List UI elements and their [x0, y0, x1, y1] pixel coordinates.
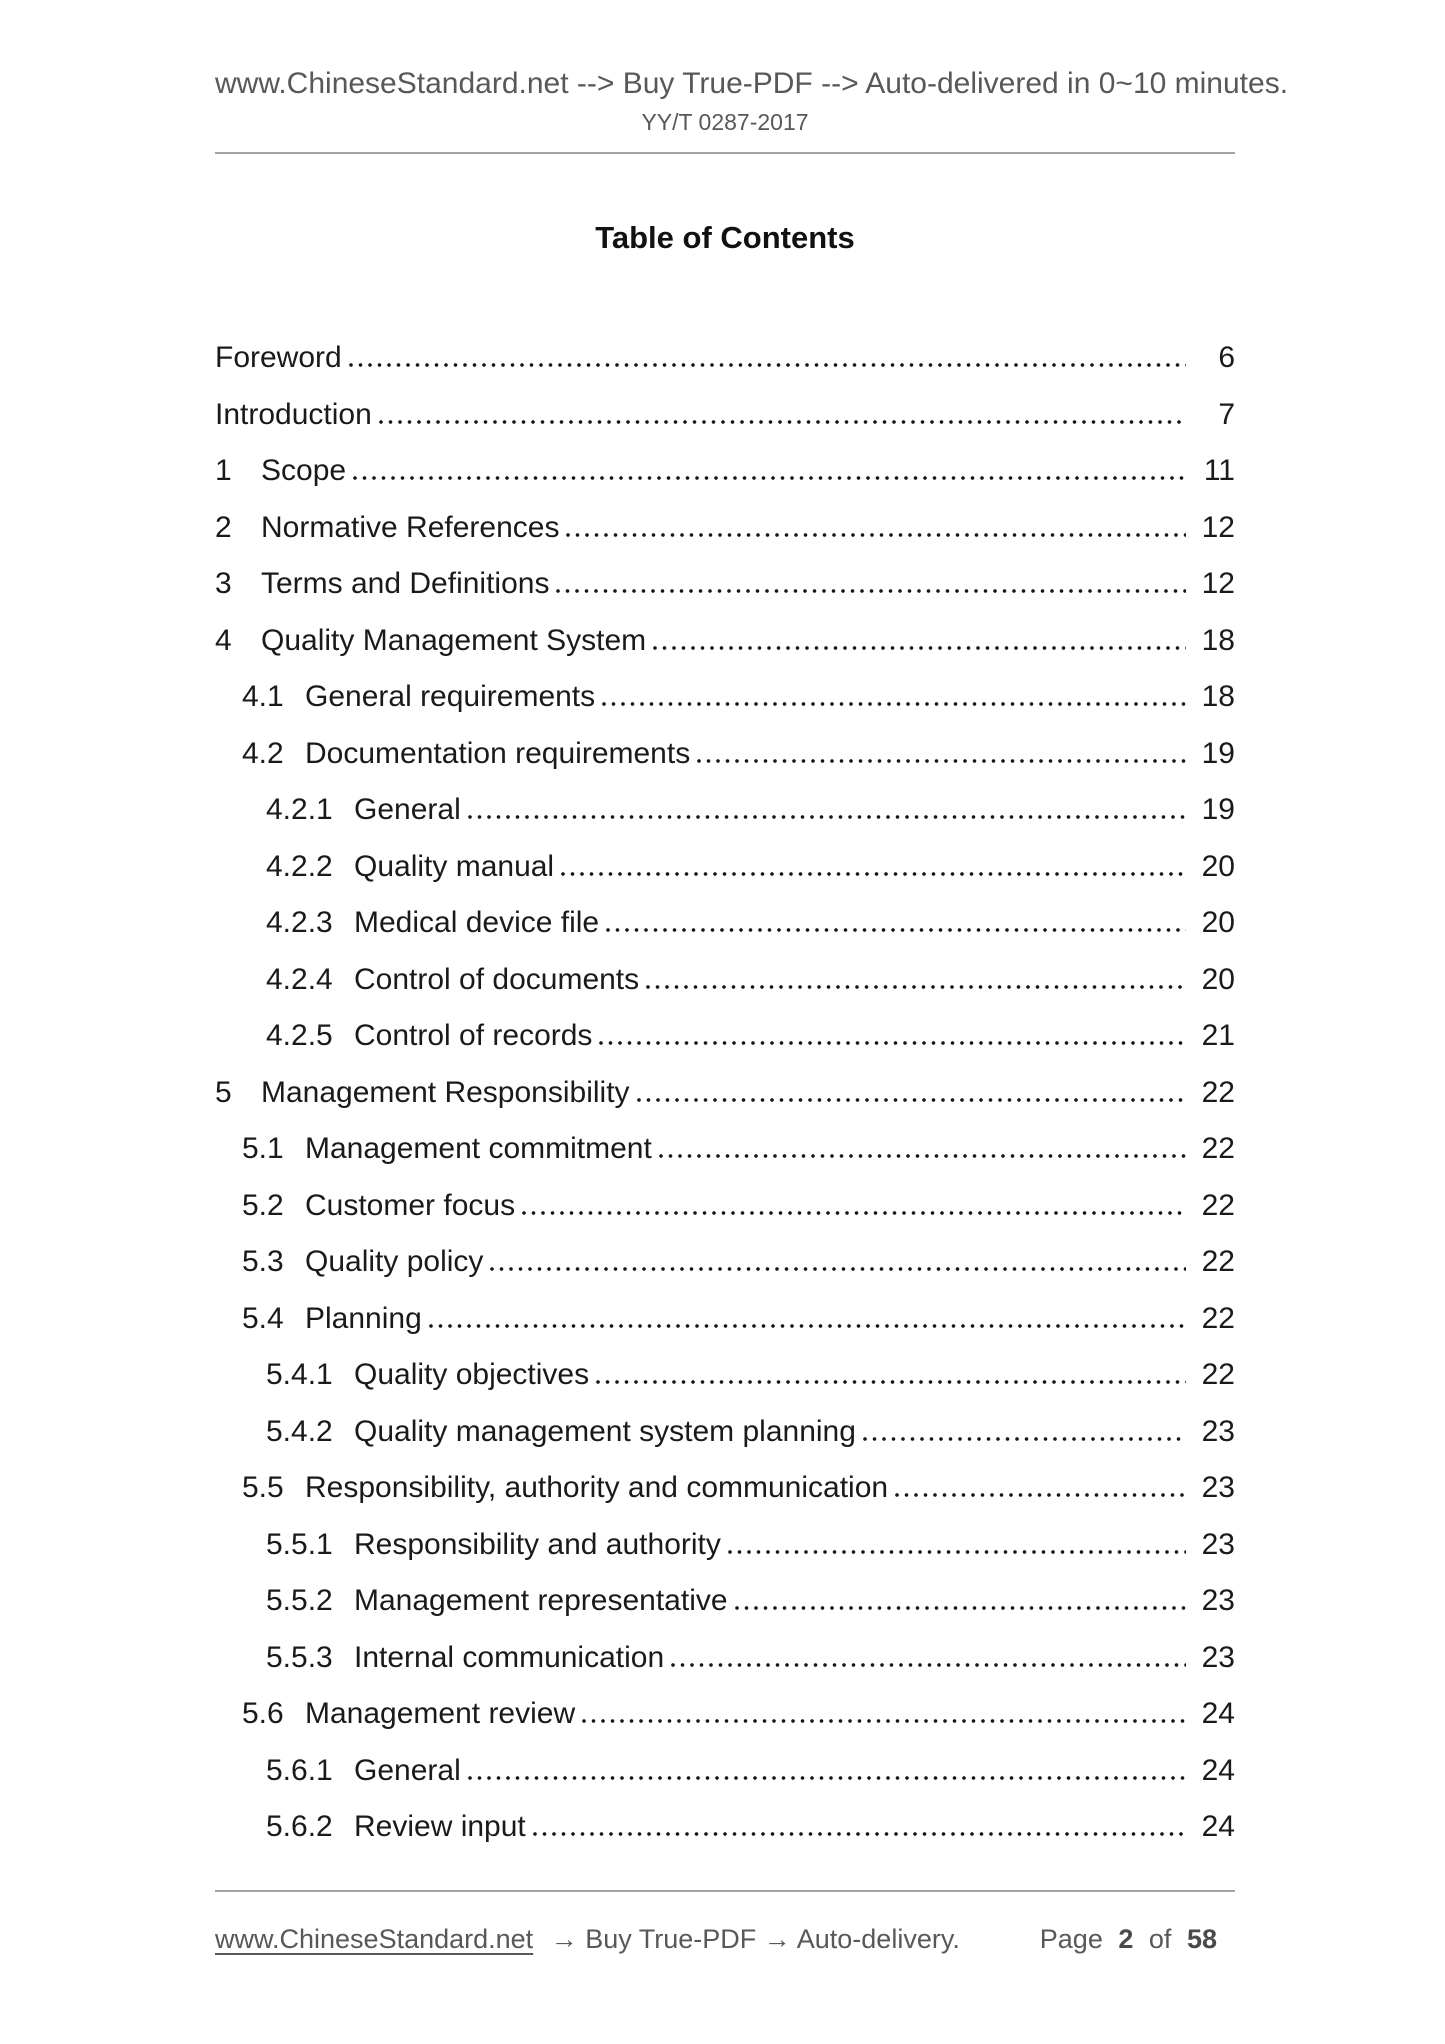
toc-entry-number: 5.3 — [242, 1245, 284, 1278]
toc-entry-label: Planning — [305, 1301, 422, 1335]
toc-dot-leader — [653, 646, 1186, 650]
toc-entry-number: 4.2.1 — [266, 793, 333, 826]
toc-entry[interactable] — [215, 443, 1235, 500]
toc-dot-leader — [599, 1041, 1186, 1045]
toc-list — [215, 330, 1235, 1856]
toc-entry[interactable] — [215, 330, 1235, 387]
toc-entry[interactable] — [215, 1743, 1235, 1800]
toc-entry-label: Medical device file — [354, 906, 600, 939]
toc-entry-number: 5.5.3 — [266, 1640, 333, 1674]
toc-entry-number: 5.5.2 — [266, 1584, 333, 1617]
toc-entry-number: 5.6 — [242, 1697, 284, 1730]
footer-of-label: of — [1148, 1923, 1172, 1954]
toc-entry-label: Documentation requirements — [305, 736, 691, 770]
toc-entry-page: 20 — [1201, 962, 1235, 996]
header-site-line: www.ChineseStandard.net --> Buy True-PDF --> Auto-delivered in 0~10 minutes. — [215, 67, 1289, 100]
toc-dot-leader — [533, 1832, 1186, 1836]
toc-entry-page: 24 — [1201, 1697, 1235, 1730]
toc-entry[interactable] — [215, 1065, 1235, 1122]
toc-entry-page: 19 — [1201, 793, 1235, 826]
toc-entry[interactable] — [215, 1630, 1235, 1687]
page-footer — [215, 1922, 1235, 1956]
toc-entry-label: Control of records — [354, 1019, 593, 1052]
footer-tagline: → Buy True-PDF → Auto-delivery. — [550, 1923, 960, 1954]
toc-dot-leader — [468, 1776, 1186, 1780]
toc-entry-page: 24 — [1201, 1810, 1235, 1843]
toc-entry-page: 22 — [1201, 1301, 1235, 1335]
toc-entry-number: 5 — [215, 1075, 232, 1109]
toc-entry[interactable] — [215, 1178, 1235, 1235]
toc-dot-leader — [659, 1154, 1186, 1158]
page-header — [215, 0, 1289, 154]
toc-entry-label: Scope — [261, 454, 347, 487]
toc-entry[interactable] — [215, 1234, 1235, 1291]
toc-dot-leader — [561, 872, 1186, 876]
toc-dot-leader — [429, 1324, 1186, 1328]
toc-entry[interactable] — [215, 1291, 1235, 1348]
toc-entry-number: 3 — [215, 567, 232, 600]
toc-entry-number: 4.2.5 — [266, 1019, 333, 1052]
toc-entry-page: 22 — [1201, 1075, 1235, 1109]
toc-dot-leader — [602, 702, 1186, 706]
toc-entry[interactable] — [215, 556, 1235, 613]
toc-dot-leader — [863, 1437, 1186, 1441]
footer-site-link[interactable]: www.ChineseStandard.net — [215, 1923, 534, 1954]
toc-entry-number: 5.5.1 — [266, 1527, 333, 1561]
toc-entry[interactable] — [215, 613, 1235, 670]
toc-dot-leader — [522, 1211, 1186, 1215]
footer-page-label: Page — [1039, 1923, 1103, 1954]
toc-entry-page: 23 — [1201, 1471, 1235, 1504]
toc-entry-label: Management representative — [354, 1584, 728, 1617]
footer-page-current: 2 — [1118, 1923, 1134, 1954]
toc-entry-number: 4 — [215, 623, 232, 657]
toc-dot-leader — [353, 476, 1186, 480]
toc-dot-leader — [349, 363, 1186, 367]
toc-entry[interactable] — [215, 387, 1235, 444]
toc-entry-label: General requirements — [305, 680, 596, 713]
toc-entry-number: 2 — [215, 510, 232, 544]
toc-dot-leader — [697, 759, 1186, 763]
page-content — [215, 0, 1289, 1956]
toc-entry[interactable] — [215, 895, 1235, 952]
toc-entry-label: Foreword — [215, 341, 342, 374]
toc-entry-page: 22 — [1201, 1358, 1235, 1391]
toc-entry-label: Quality Management System — [261, 623, 647, 657]
toc-entry-label: Normative References — [261, 510, 560, 544]
toc-entry-label: Quality manual — [354, 849, 555, 883]
toc-entry-page: 22 — [1201, 1188, 1235, 1222]
toc-entry-label: Management Responsibility — [261, 1075, 630, 1109]
toc-entry-page: 12 — [1201, 567, 1235, 600]
toc-entry-number: 5.2 — [242, 1188, 284, 1222]
toc-entry-number: 5.4 — [242, 1301, 284, 1335]
footer-divider — [215, 1890, 1235, 1892]
toc-entry-number: 5.4.1 — [266, 1358, 333, 1391]
toc-entry-page: 20 — [1201, 906, 1235, 939]
toc-entry-page: 18 — [1201, 623, 1235, 657]
toc-entry-page: 7 — [1218, 397, 1235, 431]
toc-entry-number: 5.6.1 — [266, 1753, 333, 1787]
toc-entry[interactable] — [215, 1008, 1235, 1065]
toc-entry-page: 11 — [1203, 454, 1235, 487]
toc-entry-number: 5.5 — [242, 1471, 284, 1504]
footer-page-total: 58 — [1186, 1923, 1217, 1954]
toc-dot-leader — [566, 533, 1186, 537]
toc-entry-number: 4.2 — [242, 736, 284, 770]
toc-entry-page: 24 — [1201, 1753, 1235, 1787]
toc-entry[interactable] — [215, 1347, 1235, 1404]
toc-entry[interactable] — [215, 839, 1235, 896]
toc-entry[interactable] — [215, 1573, 1235, 1630]
toc-entry[interactable] — [215, 1460, 1235, 1517]
toc-entry[interactable] — [215, 669, 1235, 726]
toc-entry-label: Internal communication — [354, 1640, 665, 1674]
toc-entry-number: 1 — [215, 454, 232, 487]
toc-dot-leader — [379, 420, 1186, 424]
toc-entry-number: 5.1 — [242, 1132, 284, 1165]
toc-entry-label: Quality policy — [305, 1245, 484, 1278]
toc-entry[interactable] — [215, 782, 1235, 839]
toc-entry[interactable] — [215, 1404, 1235, 1461]
toc-entry-page: 21 — [1201, 1019, 1235, 1052]
toc-entry-label: Introduction — [215, 397, 372, 431]
toc-entry-page: 6 — [1218, 341, 1235, 374]
toc-entry-label: Management commitment — [305, 1132, 652, 1165]
toc-entry-page: 23 — [1201, 1584, 1235, 1617]
toc-entry-label: Management review — [305, 1697, 576, 1730]
toc-entry-page: 19 — [1201, 736, 1235, 770]
toc-entry-label: Responsibility and authority — [354, 1527, 721, 1561]
toc-entry-label: Control of documents — [354, 962, 640, 996]
toc-dot-leader — [728, 1550, 1186, 1554]
toc-entry-page: 23 — [1201, 1640, 1235, 1674]
toc-entry-number: 5.6.2 — [266, 1810, 333, 1843]
toc-dot-leader — [895, 1493, 1186, 1497]
toc-entry-label: Quality objectives — [354, 1358, 590, 1391]
toc-dot-leader — [582, 1719, 1186, 1723]
toc-entry[interactable] — [215, 1799, 1235, 1856]
toc-title: Table of Contents — [595, 220, 855, 255]
toc-entry[interactable] — [215, 726, 1235, 783]
toc-dot-leader — [606, 928, 1186, 932]
toc-entry-label: General — [354, 793, 461, 826]
toc-dot-leader — [671, 1663, 1186, 1667]
toc-entry[interactable] — [215, 952, 1235, 1009]
toc-dot-leader — [735, 1606, 1186, 1610]
toc-dot-leader — [468, 815, 1186, 819]
toc-entry[interactable] — [215, 1686, 1235, 1743]
toc-entry-number: 4.2.2 — [266, 849, 333, 883]
toc-entry-number: 4.1 — [242, 680, 284, 713]
toc-dot-leader — [646, 985, 1186, 989]
footer-tagline-group — [215, 1922, 960, 1956]
toc-dot-leader — [556, 589, 1186, 593]
toc-entry-label: Review input — [354, 1810, 526, 1843]
toc-entry-page: 12 — [1201, 510, 1235, 544]
toc-entry-page: 23 — [1201, 1414, 1235, 1448]
toc-entry-page: 22 — [1201, 1245, 1235, 1278]
toc-entry-number: 5.4.2 — [266, 1414, 333, 1448]
toc-dot-leader — [637, 1098, 1186, 1102]
footer-page-indicator — [1040, 1922, 1217, 1956]
toc-entry-label: Customer focus — [305, 1188, 516, 1222]
toc-entry-label: Quality management system planning — [354, 1414, 856, 1448]
toc-entry-page: 23 — [1201, 1527, 1235, 1561]
toc-entry-number: 4.2.3 — [266, 906, 333, 939]
toc-dot-leader — [596, 1380, 1186, 1384]
header-divider — [215, 152, 1235, 154]
toc-entry-label: General — [354, 1753, 461, 1787]
toc-entry[interactable] — [215, 500, 1235, 557]
header-doc-code: YY/T 0287-2017 — [641, 109, 809, 135]
toc-entry-page: 18 — [1201, 680, 1235, 713]
toc-entry-label: Responsibility, authority and communication — [305, 1471, 889, 1504]
toc-entry-page: 22 — [1201, 1132, 1235, 1165]
toc-entry-page: 20 — [1201, 849, 1235, 883]
toc-entry-label: Terms and Definitions — [261, 567, 550, 600]
toc-entry[interactable] — [215, 1121, 1235, 1178]
toc-entry-number: 4.2.4 — [266, 962, 333, 996]
toc-dot-leader — [490, 1267, 1186, 1271]
toc-entry[interactable] — [215, 1517, 1235, 1574]
